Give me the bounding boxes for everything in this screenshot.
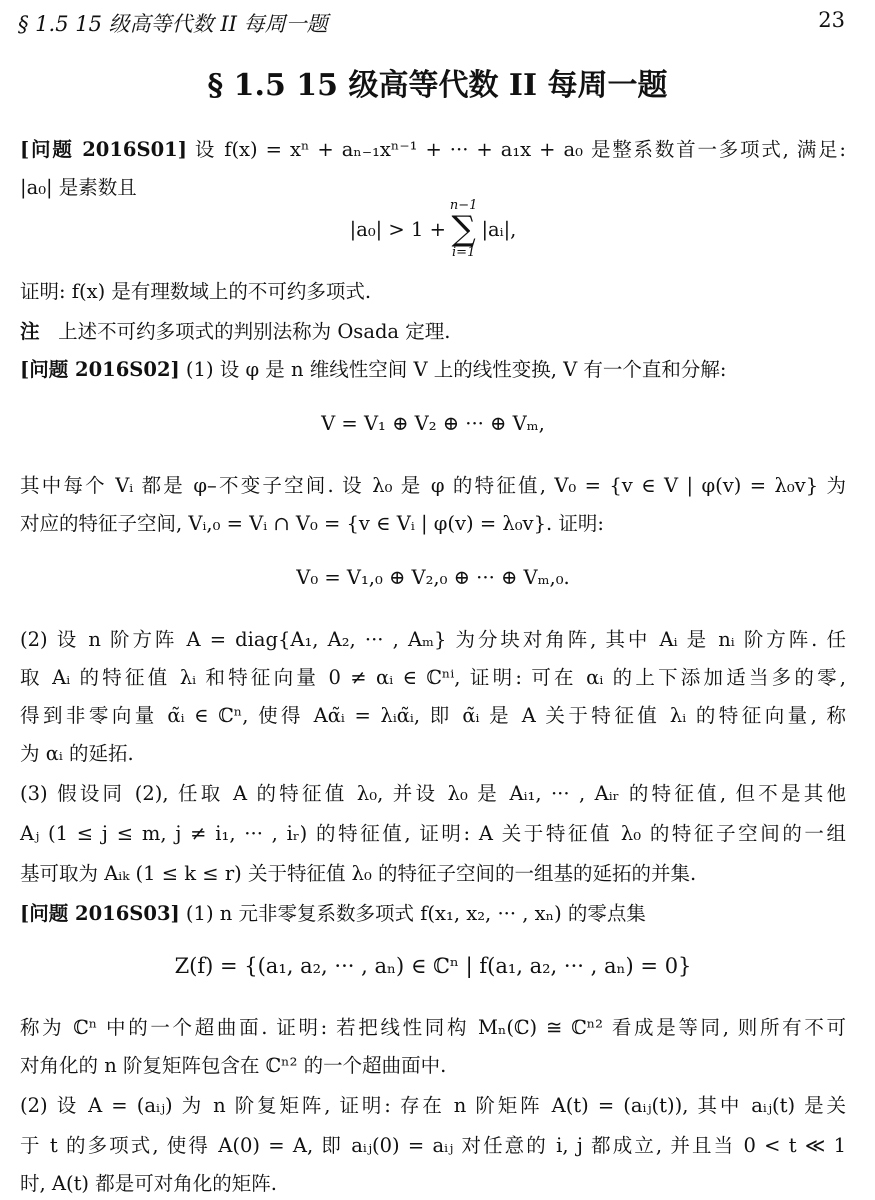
problem-3-part-2-line-2: 于 t 的多项式, 使得 A(0) = A, 即 aᵢⱼ(0) = aᵢⱼ 对任意的 i, j 都成立, 并且当 0 < t ≪ 1 xyxy=(20,1134,846,1157)
page-number: 23 xyxy=(818,8,845,32)
problem-1-label: [问题 2016S01] xyxy=(20,138,187,161)
problem-2-part-2-line-2: 取 Aᵢ 的特征值 λᵢ 和特征向量 0 ≠ αᵢ ∈ ℂⁿⁱ, 证明: 可在 αᵢ 的上下添加适当多的零, xyxy=(20,666,846,689)
sum-symbol xyxy=(450,199,478,259)
note-text: 上述不可约多项式的判别法称为 Osada 定理. xyxy=(58,320,451,343)
problem-2-line-2: 其中每个 Vᵢ 都是 φ–不变子空间. 设 λ₀ 是 φ 的特征值, V₀ = {v ∈ V | φ(v) = λ₀v} 为 xyxy=(20,474,846,497)
problem-2-line-3: 对应的特征子空间, Vᵢ,₀ = Vᵢ ∩ V₀ = {v ∈ Vᵢ | φ(v) = λ₀v}. 证明: xyxy=(20,512,604,535)
running-header xyxy=(18,8,845,38)
problem-3-line-3: 对角化的 n 阶复矩阵包含在 ℂⁿ² 的一个超曲面中. xyxy=(20,1054,447,1077)
problem-1-equation xyxy=(20,196,846,262)
problem-2-equation-2: V₀ = V₁,₀ ⊕ V₂,₀ ⊕ ··· ⊕ Vₘ,₀. xyxy=(296,566,570,589)
problem-3-line-1 xyxy=(20,898,846,926)
problem-3-part-2-line-3: 时, A(t) 都是可对角化的矩阵. xyxy=(20,1172,277,1195)
note-label: 注 xyxy=(20,320,40,343)
problem-2-line-1 xyxy=(20,354,846,382)
problem-2-part-3-line-1: (3) 假设同 (2), 任取 A 的特征值 λ₀, 并设 λ₀ 是 Aᵢ₁, ··· , Aᵢᵣ 的特征值, 但不是其他 xyxy=(20,782,846,805)
equation-right: |aᵢ|, xyxy=(481,217,517,241)
running-title: § 1.5 15 级高等代数 II 每周一题 xyxy=(18,12,328,36)
problem-2-part-2-line-3: 得到非零向量 α̃ᵢ ∈ ℂⁿ, 使得 Aα̃ᵢ = λᵢα̃ᵢ, 即 α̃ᵢ 是 A 关于特征值 λᵢ 的特征向量, 称 xyxy=(20,704,846,727)
problem-3-label: [问题 2016S03] xyxy=(20,902,180,925)
equation-left: |a₀| > 1 + xyxy=(349,217,446,241)
problem-2-part-3-line-2: Aⱼ (1 ≤ j ≤ m, j ≠ i₁, ··· , iᵣ) 的特征值, 证明: A 关于特征值 λ₀ 的特征子空间的一组 xyxy=(20,822,846,845)
problem-1-line-1 xyxy=(20,134,846,162)
sum-lower-limit: i=1 xyxy=(452,245,476,260)
problem-3-text-1: (1) n 元非零复系数多项式 f(x₁, x₂, ··· , xₙ) 的零点集 xyxy=(179,902,646,925)
problem-2-part-3-line-3: 基可取为 Aᵢₖ (1 ≤ k ≤ r) 关于特征值 λ₀ 的特征子空间的一组基的延拓的并集. xyxy=(20,862,697,885)
section-title: § 1.5 15 级高等代数 II 每周一题 xyxy=(207,68,668,103)
problem-3-part-2-line-1: (2) 设 A = (aᵢⱼ) 为 n 阶复矩阵, 证明: 存在 n 阶矩阵 A(t) = (aᵢⱼ(t)), 其中 aᵢⱼ(t) 是关 xyxy=(20,1094,846,1117)
problem-3-line-2: 称为 ℂⁿ 中的一个超曲面. 证明: 若把线性同构 Mₙ(ℂ) ≅ ℂⁿ² 看成是等同, 则所有不可 xyxy=(20,1016,846,1039)
problem-2-text-1: (1) 设 φ 是 n 维线性空间 V 上的线性变换, V 有一个直和分解: xyxy=(179,358,727,381)
problem-1-line-2: |a₀| 是素数且 xyxy=(20,176,137,199)
problem-2-part-2-line-4: 为 αᵢ 的延拓. xyxy=(20,742,134,765)
problem-2-label: [问题 2016S02] xyxy=(20,358,180,381)
sum-upper-limit: n−1 xyxy=(449,198,478,213)
sigma-icon: ∑ xyxy=(451,209,476,249)
problem-2-part-2-line-1: (2) 设 n 阶方阵 A = diag{A₁, A₂, ··· , Aₘ} 为分块对角阵, 其中 Aᵢ 是 nᵢ 阶方阵. 任 xyxy=(20,628,846,651)
problem-1-line-3: 证明: f(x) 是有理数域上的不可约多项式. xyxy=(20,280,372,303)
problem-2-equation-1: V = V₁ ⊕ V₂ ⊕ ··· ⊕ Vₘ, xyxy=(321,412,545,435)
note-line xyxy=(20,316,846,344)
problem-3-equation: Z(f) = {(a₁, a₂, ··· , aₙ) ∈ ℂⁿ | f(a₁, a₂, ··· , aₙ) = 0} xyxy=(174,954,692,978)
problem-1-text-1: 设 f(x) = xⁿ + aₙ₋₁xⁿ⁻¹ + ··· + a₁x + a₀ 是整系数首一多项式, 满足: xyxy=(186,138,846,161)
